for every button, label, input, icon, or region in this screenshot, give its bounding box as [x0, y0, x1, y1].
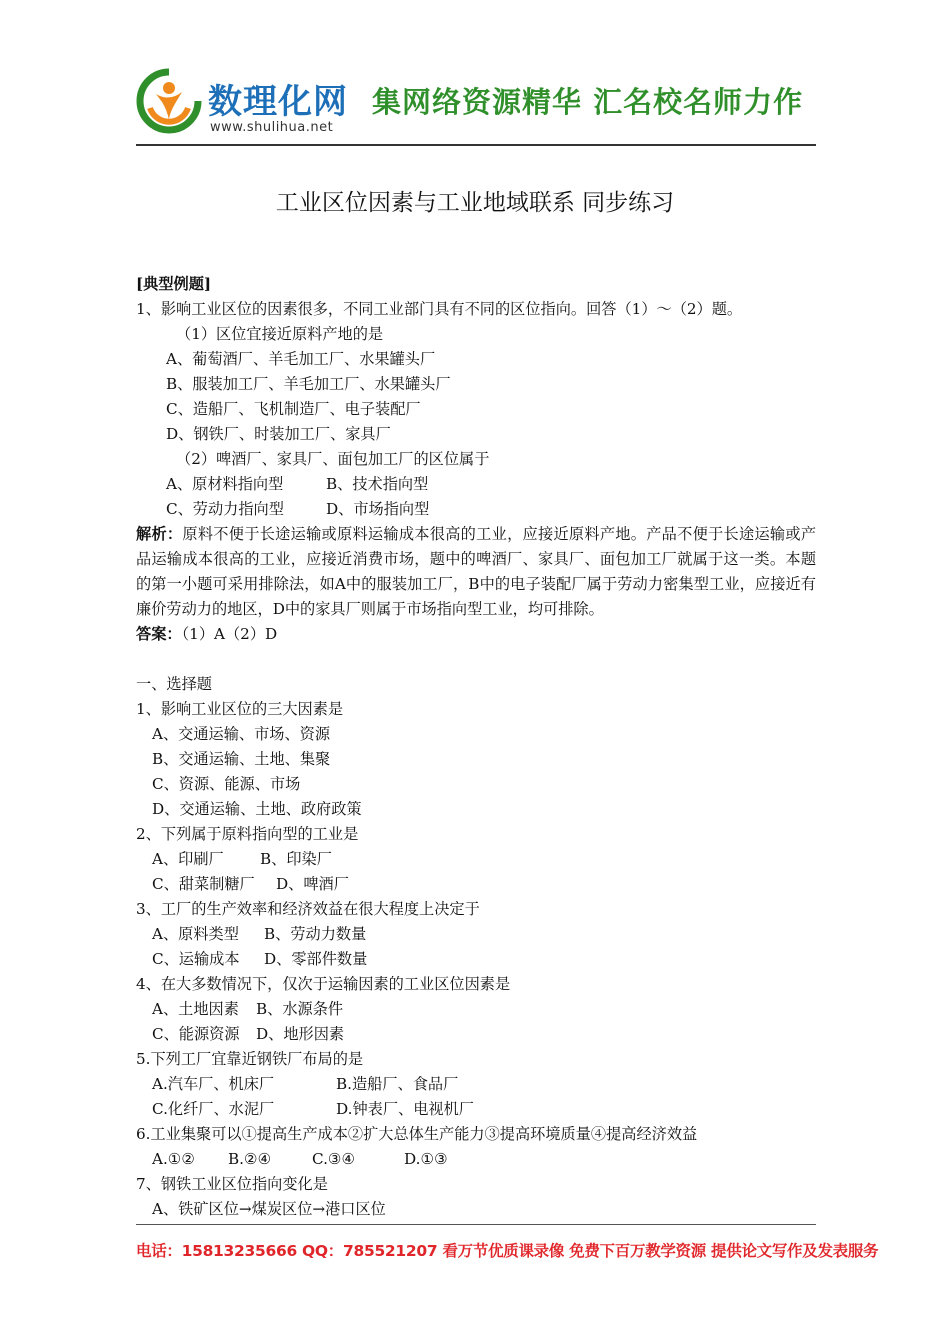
option-row	[136, 922, 816, 947]
question-1: 1、影响工业区位的三大因素是	[136, 700, 344, 718]
example-option: B、技术指向型	[326, 475, 429, 493]
question-3: 3、工厂的生产效率和经济效益在很大程度上决定于	[136, 900, 480, 918]
option: D、啤酒厂	[276, 875, 349, 893]
option: A、交通运输、市场、资源	[152, 725, 331, 743]
option: B、交通运输、土地、集聚	[152, 750, 331, 768]
question-7: 7、钢铁工业区位指向变化是	[136, 1175, 328, 1193]
example-option: A、葡萄酒厂、羊毛加工厂、水果罐头厂	[166, 350, 436, 368]
option: D、地形因素	[256, 1025, 345, 1043]
option-row	[136, 872, 816, 897]
document-title: 工业区位因素与工业地域联系 同步练习	[275, 190, 675, 216]
example-subquestion-1: （1）区位宜接近原料产地的是	[176, 325, 384, 343]
option: B、劳动力数量	[264, 925, 367, 943]
section-heading: 一、选择题	[136, 675, 212, 693]
example-option: B、服装加工厂、羊毛加工厂、水果罐头厂	[166, 375, 451, 393]
site-header	[136, 62, 816, 144]
brand-url: www.shulihua.net	[210, 120, 334, 135]
example-option: D、市场指向型	[326, 500, 430, 518]
option: C、甜菜制糖厂	[152, 875, 255, 893]
option-row	[136, 997, 816, 1022]
example-option: C、劳动力指向型	[166, 500, 284, 518]
footer-divider	[136, 1224, 816, 1225]
answer-line	[136, 622, 816, 647]
question-5: 5.下列工厂宜靠近钢铁厂布局的是	[136, 1050, 364, 1068]
option: A、原料类型	[152, 925, 239, 943]
question-4: 4、在大多数情况下，仅次于运输因素的工业区位因素是	[136, 975, 511, 993]
option-row	[136, 1147, 816, 1172]
option: C.化纤厂、水泥厂	[152, 1100, 275, 1118]
option-row	[136, 1072, 816, 1097]
option: D.①③	[404, 1150, 448, 1168]
option: A、印刷厂	[152, 850, 224, 868]
document-body	[136, 272, 816, 1222]
option: D、交通运输、土地、政府政策	[152, 800, 362, 818]
question-6: 6.工业集聚可以①提高生产成本②扩大总体生产能力③提高环境质量④提高经济效益	[136, 1125, 698, 1143]
header-divider	[136, 144, 816, 146]
example-option-row	[136, 497, 816, 522]
option: C、能源资源	[152, 1025, 240, 1043]
example-option: C、造船厂、飞机制造厂、电子装配厂	[166, 400, 421, 418]
example-option-row	[136, 472, 816, 497]
logo-icon	[136, 68, 202, 134]
spacer	[136, 647, 816, 672]
answer-text: （1）A（2）D	[181, 625, 278, 643]
analysis-text: 原料不便于长途运输或原料运输成本很高的工业，应接近原料产地。产品不便于长途运输或产品运输成本很高的工业，应接近消费市场，题中的啤酒厂、家具厂、面包加工厂就属于这一类。本题的第一小题可采用排除法，如A中的服装加工厂，B中的电子装配厂属于劳动力密集型工业，应接近有廉价劳动力的地区，D中的家具厂则属于市场指向型工业，均可排除。	[136, 525, 817, 618]
option: D、零部件数量	[264, 950, 368, 968]
option-row	[136, 1097, 816, 1122]
brand-name: 数理化网	[208, 82, 348, 122]
option: C.③④	[312, 1150, 356, 1168]
option: B、印染厂	[260, 850, 332, 868]
example-option: A、原材料指向型	[166, 475, 284, 493]
option: B、水源条件	[256, 1000, 344, 1018]
slogan: 集网络资源精华 汇名校名师力作	[372, 85, 804, 119]
question-2: 2、下列属于原料指向型的工业是	[136, 825, 359, 843]
option: D.钟表厂、电视机厂	[336, 1100, 474, 1118]
example-option: D、钢铁厂、时装加工厂、家具厂	[166, 425, 391, 443]
footer-contact: 电话：15813235666 QQ：785521207 看万节优质课录像 免费下百万教学资源 提供论文写作及发表服务	[136, 1242, 879, 1260]
option: A、铁矿区位→煤炭区位→港口区位	[152, 1200, 386, 1218]
example-question-1: 1、影响工业区位的因素很多，不同工业部门具有不同的区位指向。回答（1）～（2）题。	[136, 300, 743, 318]
option: A、土地因素	[152, 1000, 239, 1018]
option: C、运输成本	[152, 950, 240, 968]
analysis-paragraph	[136, 522, 816, 622]
option-row	[136, 1022, 816, 1047]
answer-label: 答案：	[136, 625, 182, 643]
option-row	[136, 847, 816, 872]
analysis-label: 解析：	[136, 525, 183, 543]
example-heading: [典型例题]	[136, 275, 212, 293]
option-row	[136, 947, 816, 972]
option: B.造船厂、食品厂	[336, 1075, 459, 1093]
example-subquestion-2: （2）啤酒厂、家具厂、面包加工厂的区位属于	[176, 450, 490, 468]
option: C、资源、能源、市场	[152, 775, 301, 793]
option: A.①②	[152, 1150, 196, 1168]
option: A.汽车厂、机床厂	[152, 1075, 275, 1093]
option: B.②④	[228, 1150, 272, 1168]
